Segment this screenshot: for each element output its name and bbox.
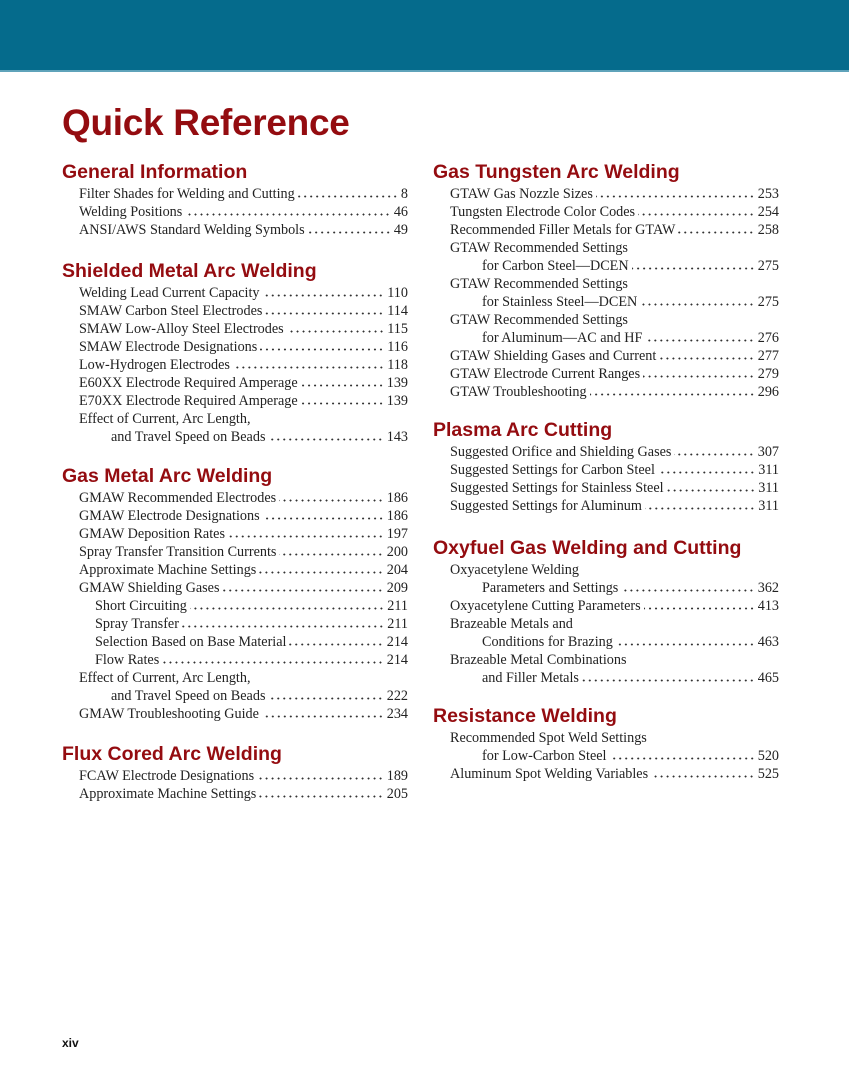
toc-entry[interactable]: [433, 443, 779, 461]
entry-title-continued: and Filler Metals: [482, 670, 579, 686]
dot-leader: [610, 750, 755, 760]
entry-title-continued: for Carbon Steel—DCEN: [482, 258, 629, 274]
toc-entry[interactable]: [62, 356, 408, 374]
entry-page: 49: [393, 222, 408, 238]
entry-title: Welding Positions: [79, 204, 183, 220]
entry-title: SMAW Carbon Steel Electrodes: [79, 303, 263, 319]
dot-leader: [651, 768, 755, 778]
entry-page: 222: [386, 688, 408, 704]
toc-entry[interactable]: [62, 489, 408, 507]
entry-page: 413: [757, 598, 779, 614]
entry-page: 204: [386, 562, 408, 578]
page-number: xiv: [62, 1036, 79, 1050]
entry-page: 234: [386, 706, 408, 722]
dot-leader: [233, 359, 384, 369]
dot-leader: [678, 224, 754, 234]
entry-title: Approximate Machine Settings: [79, 562, 257, 578]
dot-leader: [262, 708, 384, 718]
dot-leader: [185, 206, 391, 216]
dot-leader: [190, 600, 384, 610]
toc-entry[interactable]: [62, 338, 408, 356]
toc-entry[interactable]: [433, 597, 779, 615]
entry-title: Suggested Settings for Carbon Steel: [450, 462, 655, 478]
toc-entry[interactable]: [62, 785, 408, 803]
page-title: Quick Reference: [62, 102, 350, 143]
entry-page: 214: [386, 634, 408, 650]
toc-entry[interactable]: [62, 284, 408, 302]
dot-leader: [645, 332, 754, 342]
dot-leader: [257, 770, 384, 780]
dot-leader: [268, 431, 383, 441]
dot-leader: [590, 386, 755, 396]
entry-title: GTAW Electrode Current Ranges: [450, 366, 641, 382]
toc-entry[interactable]: [433, 729, 779, 765]
toc-entry[interactable]: [62, 185, 408, 203]
entry-title: Suggested Settings for Aluminum: [450, 498, 642, 514]
toc-entry[interactable]: [433, 561, 779, 597]
entry-page: 276: [757, 330, 779, 346]
entry-title-continued: Conditions for Brazing: [482, 634, 613, 650]
entry-page: 139: [386, 375, 408, 391]
toc-entry[interactable]: [62, 507, 408, 525]
entry-title: Low-Hydrogen Electrodes: [79, 357, 230, 373]
section-heading: Plasma Arc Cutting: [433, 419, 613, 441]
toc-section: [433, 703, 779, 783]
entry-title-continued: for Low-Carbon Steel: [482, 748, 607, 764]
entry-title: GMAW Electrode Designations: [79, 508, 260, 524]
header-bar: [0, 0, 849, 72]
entry-page: 520: [757, 748, 779, 764]
entry-page: 525: [757, 766, 779, 782]
dot-leader: [287, 323, 385, 333]
dot-leader: [616, 636, 755, 646]
toc-entry[interactable]: [62, 597, 408, 615]
entry-title: Welding Lead Current Capacity: [79, 285, 260, 301]
section-heading: General Information: [62, 161, 248, 183]
entry-title: Recommended Spot Weld Settings: [450, 730, 647, 746]
entry-title: GMAW Recommended Electrodes: [79, 490, 277, 506]
entry-title-continued: and Travel Speed on Beads: [111, 688, 266, 704]
entry-title: Filter Shades for Welding and Cutting: [79, 186, 295, 202]
entry-page: 311: [758, 498, 779, 514]
entry-title: FCAW Electrode Designations: [79, 768, 255, 784]
entry-page: 275: [757, 258, 779, 274]
entry-title: Spray Transfer Transition Currents: [79, 544, 277, 560]
entry-page: 143: [386, 429, 408, 445]
toc-entry[interactable]: [62, 392, 408, 410]
dot-leader: [259, 564, 383, 574]
entry-page: 139: [386, 393, 408, 409]
toc-entry[interactable]: [62, 651, 408, 669]
toc-entry[interactable]: [62, 525, 408, 543]
entry-page: 311: [758, 462, 779, 478]
entry-title: Effect of Current, Arc Length,: [79, 670, 251, 686]
section-heading: Oxyfuel Gas Welding and Cutting: [433, 537, 742, 559]
dot-leader: [260, 341, 384, 351]
dot-leader: [659, 350, 754, 360]
entry-title: GTAW Gas Nozzle Sizes: [450, 186, 593, 202]
dot-leader: [279, 492, 384, 502]
toc-entry[interactable]: [62, 543, 408, 561]
dot-leader: [674, 446, 754, 456]
toc-section: [433, 535, 779, 687]
toc-entry[interactable]: [62, 767, 408, 785]
entry-title: E60XX Electrode Required Amperage: [79, 375, 298, 391]
dot-leader: [301, 377, 384, 387]
toc-entry[interactable]: [433, 311, 779, 347]
toc-section: [433, 159, 779, 401]
entry-title: GMAW Deposition Rates: [79, 526, 225, 542]
dot-leader: [645, 500, 755, 510]
entry-page: 275: [757, 294, 779, 310]
toc-entry[interactable]: [62, 561, 408, 579]
entry-page: 307: [757, 444, 779, 460]
entry-page: 46: [393, 204, 408, 220]
entry-page: 362: [757, 580, 779, 596]
toc-entry[interactable]: [433, 365, 779, 383]
entry-page: 205: [386, 786, 408, 802]
entry-title: Selection Based on Base Material: [95, 634, 287, 650]
entry-page: 296: [757, 384, 779, 400]
toc-entry[interactable]: [62, 374, 408, 392]
dot-leader: [621, 582, 754, 592]
toc-section: [62, 159, 408, 239]
dot-leader: [640, 296, 754, 306]
toc-entry[interactable]: [433, 185, 779, 203]
toc-section: [62, 463, 408, 723]
entry-title: GMAW Shielding Gases: [79, 580, 220, 596]
section-heading: Gas Metal Arc Welding: [62, 465, 273, 487]
toc-entry[interactable]: [62, 669, 408, 705]
toc-entry[interactable]: [62, 320, 408, 338]
dot-leader: [596, 188, 755, 198]
dot-leader: [268, 690, 383, 700]
entry-page: 211: [387, 616, 408, 632]
dot-leader: [182, 618, 384, 628]
dot-leader: [632, 260, 755, 270]
dot-leader: [222, 582, 383, 592]
dot-leader: [644, 600, 755, 610]
toc-entry[interactable]: [433, 615, 779, 651]
entry-title: Tungsten Electrode Color Codes: [450, 204, 636, 220]
dot-leader: [667, 482, 756, 492]
toc-entry[interactable]: [62, 705, 408, 723]
entry-title: Recommended Filler Metals for GTAW: [450, 222, 676, 238]
entry-title-continued: for Aluminum—AC and HF: [482, 330, 643, 346]
toc-entry[interactable]: [62, 203, 408, 221]
toc-entry[interactable]: [433, 651, 779, 687]
entry-page: 8: [400, 186, 408, 202]
entry-page: 110: [387, 285, 408, 301]
section-heading: Resistance Welding: [433, 705, 617, 727]
toc-entry[interactable]: [433, 497, 779, 515]
entry-title: Short Circuiting: [95, 598, 187, 614]
entry-title: GTAW Recommended Settings: [450, 240, 628, 256]
entry-title: Spray Transfer: [95, 616, 179, 632]
entry-page: 258: [757, 222, 779, 238]
toc-entry[interactable]: [62, 579, 408, 597]
entry-page: 277: [757, 348, 779, 364]
dot-leader: [259, 788, 383, 798]
entry-title: E70XX Electrode Required Amperage: [79, 393, 298, 409]
entry-page: 279: [757, 366, 779, 382]
dot-leader: [262, 287, 384, 297]
entry-title: Oxyacetylene Cutting Parameters: [450, 598, 641, 614]
toc-section: [62, 741, 408, 803]
entry-title-continued: Parameters and Settings: [482, 580, 619, 596]
toc-entry[interactable]: [62, 302, 408, 320]
entry-page: 197: [386, 526, 408, 542]
dot-leader: [638, 206, 755, 216]
entry-page: 115: [387, 321, 408, 337]
toc-entry[interactable]: [433, 203, 779, 221]
toc-entry[interactable]: [62, 410, 408, 446]
toc-entry[interactable]: [433, 479, 779, 497]
toc-section: [433, 417, 779, 515]
entry-title: GTAW Shielding Gases and Current: [450, 348, 657, 364]
entry-title: Flow Rates: [95, 652, 160, 668]
entry-title: GTAW Recommended Settings: [450, 276, 628, 292]
toc-entry[interactable]: [433, 221, 779, 239]
entry-title: GTAW Troubleshooting: [450, 384, 587, 400]
entry-title: SMAW Low-Alloy Steel Electrodes: [79, 321, 284, 337]
entry-page: 189: [386, 768, 408, 784]
dot-leader: [289, 636, 383, 646]
dot-leader: [298, 188, 398, 198]
dot-leader: [228, 528, 384, 538]
entry-title-continued: for Stainless Steel—DCEN: [482, 294, 638, 310]
section-heading: Flux Cored Arc Welding: [62, 743, 282, 765]
entry-page: 200: [386, 544, 408, 560]
toc-entry[interactable]: [433, 765, 779, 783]
entry-title: SMAW Electrode Designations: [79, 339, 258, 355]
entry-title: Brazeable Metal Combinations: [450, 652, 627, 668]
entry-page: 211: [387, 598, 408, 614]
dot-leader: [582, 672, 755, 682]
toc-entry[interactable]: [433, 275, 779, 311]
entry-title: Aluminum Spot Welding Variables: [450, 766, 649, 782]
entry-page: 186: [386, 490, 408, 506]
entry-page: 214: [386, 652, 408, 668]
toc-entry[interactable]: [433, 239, 779, 275]
dot-leader: [643, 368, 755, 378]
entry-page: 186: [386, 508, 408, 524]
entry-title-continued: and Travel Speed on Beads: [111, 429, 266, 445]
section-heading: Gas Tungsten Arc Welding: [433, 161, 680, 183]
entry-title: Suggested Settings for Stainless Steel: [450, 480, 664, 496]
toc-section: [62, 258, 408, 446]
toc-entry[interactable]: [62, 633, 408, 651]
entry-title: ANSI/AWS Standard Welding Symbols: [79, 222, 305, 238]
entry-title: GMAW Troubleshooting Guide: [79, 706, 259, 722]
entry-page: 116: [387, 339, 408, 355]
dot-leader: [263, 510, 384, 520]
dot-leader: [301, 395, 384, 405]
entry-title: Approximate Machine Settings: [79, 786, 257, 802]
entry-page: 463: [757, 634, 779, 650]
entry-title: GTAW Recommended Settings: [450, 312, 628, 328]
section-heading: Shielded Metal Arc Welding: [62, 260, 317, 282]
dot-leader: [265, 305, 384, 315]
entry-page: 311: [758, 480, 779, 496]
entry-page: 209: [386, 580, 408, 596]
dot-leader: [279, 546, 383, 556]
toc-entry[interactable]: [62, 615, 408, 633]
dot-leader: [162, 654, 383, 664]
dot-leader: [308, 224, 391, 234]
entry-page: 254: [757, 204, 779, 220]
entry-page: 253: [757, 186, 779, 202]
toc-entry[interactable]: [433, 461, 779, 479]
toc-entry[interactable]: [433, 347, 779, 365]
dot-leader: [658, 464, 755, 474]
toc-entry[interactable]: [433, 383, 779, 401]
entry-title: Brazeable Metals and: [450, 616, 573, 632]
entry-title: Oxyacetylene Welding: [450, 562, 579, 578]
entry-page: 114: [387, 303, 408, 319]
entry-page: 118: [387, 357, 408, 373]
entry-title: Effect of Current, Arc Length,: [79, 411, 251, 427]
toc-entry[interactable]: [62, 221, 408, 239]
entry-page: 465: [757, 670, 779, 686]
entry-title: Suggested Orifice and Shielding Gases: [450, 444, 672, 460]
